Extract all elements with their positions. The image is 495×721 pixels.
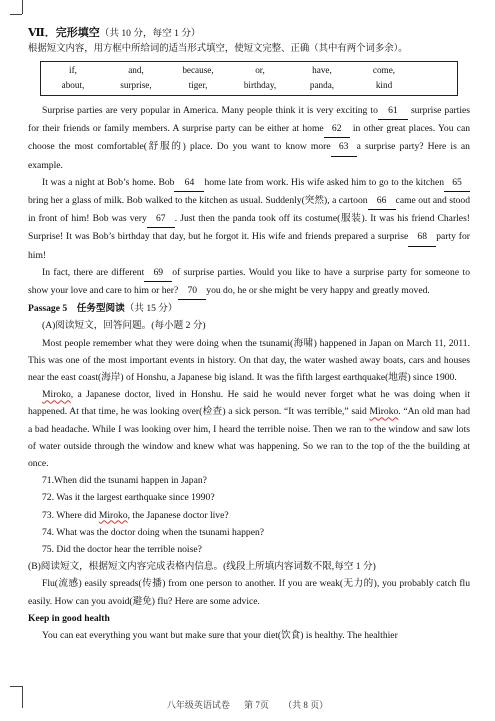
name-miroko: Miroko [42,389,71,401]
page-footer [0,698,495,711]
text: Surprise parties are very popular in America. Many people think it is very exciting to [42,105,378,116]
question-72: 72. Was it the largest earthquake since 1990? [42,492,215,504]
cloze-paragraph-2 [28,174,470,264]
text: . Just then the panda took off its costume(服装). It was his friend Charles! Surprise! It was Bob’s birthday that day, but he forgot it. His wife and friends prepared a surprise [28,213,470,243]
word-item: have, [312,65,332,75]
section-heading [28,25,470,42]
blank-70: 70 [178,282,206,300]
footer-page: 第 7页 [244,700,269,710]
word-item: tiger, [188,80,208,90]
name-miroko: Miroko [98,509,128,521]
reading-paragraph-2 [28,386,470,472]
blank-61: 61 [378,102,408,120]
cloze-paragraph-1 [28,102,470,174]
word-box [40,61,458,96]
text: came out and stood in front of him! Bob was very [28,195,471,225]
blank-67: 67 [147,210,175,228]
section-instruction: 根据短文内容，用方框中所给词的适当形式填空，使短文完整、正确（其中有两个词多余）。 [28,44,408,54]
passage5-title: Passage 5 任务型阅读 [28,303,125,315]
text: 73. Where did [42,509,99,521]
word-item: come, [372,65,396,75]
question-71: 71.When did the tsunami happen in Japan? [42,475,207,487]
part-b-instruction: (B)阅读短文，根据短文内容完成表格内信息。(线段上所填内容词数不限,每空 1 分) [28,561,376,573]
text: , a Japanese doctor, lived in Honshu. He said he would never forget what he was doing when it happened. At that time, he was looking over(检查) a sick person. “It was terrible,” said [28,389,470,418]
crop-mark-bottom-h [10,686,22,687]
name-miroko: Miroko [369,406,399,418]
blank-66: 66 [368,192,396,210]
text: . “An old man had a bad headache. While I was looking over him, I heard the terrible noise. Then we ran to the window and saw lots of water outside through the window and knew what was happening. So we ran to the top of the the building at once. [28,406,470,470]
word-item: birthday, [243,80,277,90]
cloze-paragraph-3 [28,264,470,300]
passage5-heading [28,300,470,317]
word-row-2 [41,78,457,93]
part-a-instruction: (A)阅读短文，回答问题。(每小题 2 分) [42,320,206,332]
text: of surprise parties. Would you like to have a surprise party for someone to show your love and care to him or her? [28,266,470,297]
blank-62: 62 [324,120,350,138]
question-75: 75. Did the doctor hear the terrible noise? [42,544,202,556]
crop-mark-top [22,0,23,14]
text: party for him! [28,231,470,261]
word-item: or, [255,65,265,75]
reading-paragraph-3: Flu(流感) easily spreads(传播) from one person to another. If you are weak(无力的), you probably catch flu easily. How can you avoid(避免) flu? Here are some advice. [28,578,470,607]
exam-page [28,25,470,644]
text: bring her a glass of milk. Bob walked to the kitchen as usual. Suddenly(突然), a cartoon [28,195,368,207]
blank-65: 65 [444,174,470,192]
text: surprise parties for their friends or family members. A surprise party can be either at home [28,105,470,135]
text: in other great places. You can choose the most comfortable(舒服的) place. Do you want to know more [28,123,471,153]
word-item: and, [128,65,144,75]
blank-64: 64 [174,174,204,192]
word-item: kind [375,80,393,90]
question-74: 74. What was the doctor doing when the tsunami happen? [42,526,265,538]
word-item: about, [61,80,85,90]
reading-paragraph-1: Most people remember what they were doing when the tsunami(海啸) happened in Japan on March 11, 2011. This was one of the most important events in history. On that day, the water washed away boats, cars and houses near the east coast(海岸) of Honshu, a Japanese big island. It was the fifth largest earthquake(地震) since 1900. [28,337,470,384]
subheading-keep-health: Keep in good health [28,612,110,624]
word-item: panda, [309,80,335,90]
blank-69: 69 [144,264,172,282]
word-item: surprise, [120,80,152,90]
footer-exam: 八年级英语试卷 [166,700,230,710]
question-73 [28,507,470,524]
section-title: Ⅶ．完形填空 [28,27,100,39]
section-score: （共 10 分，每空 1 分） [99,28,201,39]
word-item: because, [182,65,214,75]
text: you do, he or she might be very happy and greatly moved. [206,285,430,297]
word-row-1 [41,63,457,78]
word-item: if, [69,65,77,75]
text: In fact, there are different [42,266,145,278]
blank-63: 63 [331,138,357,156]
text: home late from work. His wife asked him to go to the kitchen [204,176,444,188]
blank-68: 68 [408,228,436,246]
footer-total: （共 8 页） [283,700,329,710]
text: It was a night at Bob’s home. Bob [42,176,175,188]
text: a surprise party? Here is an example. [28,141,470,171]
passage5-score: （共 15 分） [124,303,178,315]
crop-mark-top-h [10,14,22,15]
text: , the Japanese doctor live? [127,509,229,521]
reading-paragraph-4: You can eat everything you want but make sure that your diet(饮食) is healthy. The healthier [42,630,398,642]
